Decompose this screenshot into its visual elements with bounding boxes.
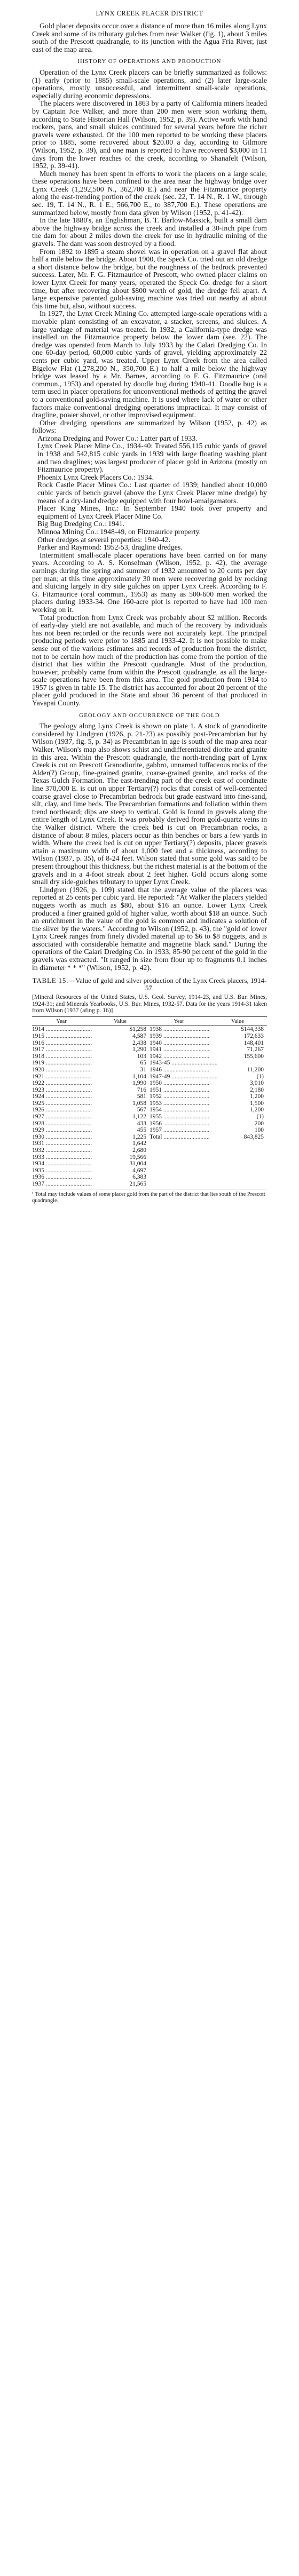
value-cell: 3,010 xyxy=(250,1080,264,1087)
year-cell: 1952 .............................. xyxy=(150,1093,210,1100)
value-cell: 11,200 xyxy=(247,1066,264,1073)
value-cell: 71,267 xyxy=(247,1046,264,1053)
table-row xyxy=(150,1087,267,1094)
table-row xyxy=(32,1167,150,1174)
value-cell: 155,600 xyxy=(243,1053,264,1060)
year-cell: 1950 .............................. xyxy=(150,1080,210,1087)
year-cell: 1926 .............................. xyxy=(32,1107,92,1114)
value-cell: 581 xyxy=(137,1093,146,1100)
paragraph: The geology along Lynx Creek is shown on plate 1. A stock of granodiorite considered by Lindgren (1926, p. 21-23) as possibly post-Precambrian but by Wilson (1937, fig. 5, p. 34) as Precambrian in age is south of the map area near Walker. Wilson's map also shows schist and undifferentiated diorite and granite in this area. Within the Prescott quadrangle, the north-trending part of Lynx Creek is cut on Prescott Granodiorite, gabbro, unnamed tuffaceous rocks of the Alder(?) Group, fine-grained granite, coarse-grained granite, and rocks of the Texas Gulch Formation. The east-trending part of the creek east of coordinate line 370,000 E. is cut on upper Tertiary(?) rocks that consist of well-cemented coarse gravel close to Precambrian bedrock but grade eastward into fine-sand, silt, clay, and lime beds. The Precambrian formations and foliation within them trend northward; dips are steep to vertical. Gold is found in gravels along the entire length of Lynx Creek. It was probably derived from gold-quartz veins in the Walker district. Where the creek bed is cut on Precambrian rocks, a distance of about 8 miles, placers occur as thin benches or bars a few yards in width. Where the creek bed is cut on upper Tertiary(?) deposits, placer gravels attain a maximum width of about 1,000 feet and a thickness, according to Wilson (1937, p. 35), of 8-24 feet. Wilson stated that some gold was said to be present throughout this thickness, but the richest material is at the bottom of the gravels and in a 4-foot streak about 2 feet higher. Gold occurs along some small dry side-gulches tributary to upper Lynx Creek. xyxy=(32,722,267,886)
column-header-value: Value xyxy=(231,1018,244,1024)
table-row xyxy=(150,1127,267,1134)
column-header-year: Year xyxy=(56,1018,67,1024)
year-cell: 1938 .............................. xyxy=(150,1026,210,1033)
table-row xyxy=(150,1074,267,1080)
dredging-entry: Big Bug Dredging Co.: 1941. xyxy=(37,520,125,528)
paragraph: In 1927, the Lynx Creek Mining Co. attempted large-scale operations with a movable plant consisting of an excavator, a stacker, screens, and sluices. A large yardage of material was treated. In 1932, a California-type dredge was installed on the Fitzmaurice property below the lower dam (see. 22). The dredge was operated from March to July 1933 by the Calari Dredging Co. In one 60-day period, 60,000 cubic yards of gravel, yielding approximately 22 cents per cubic yard, was treated. Upper Lynx Creek from the area called Bigelow Flat (1,278,200 N., 350,700 E.) to half a mile below the highway bridge was leased by a Mr. Barnes, according to F. G. Fitzmaurice (oral commun., 1953) and operated by doodle bug during 1940-41. Doodle bug is a term used in placer operations for unconventional methods of getting the gravel to a conventional gold-saving machine. It is used where lack of water or other factors make conventional dredging operations impractical. It may consist of dragline, power shovel, or other improvised equipment. xyxy=(32,309,267,419)
year-cell: 1937 .............................. xyxy=(32,1181,92,1187)
year-cell: 1919 .............................. xyxy=(32,1060,92,1067)
table-row xyxy=(32,1107,150,1114)
year-cell: 1951 .............................. xyxy=(150,1086,210,1093)
paragraph: Total production from Lynx Creek was probably about $2 million. Records of early-day yield are not available, and much of the recovery by individuals has not been recorded or the records were not accurately kept. The principal producing periods were prior to 1885 and 1933-42. It is not possible to make sense out of the various estimates and records of production from the district, not to be certain how much of the production has come from the portion of the district that lies within the Prescott quadrangle. Most of the production, however, probably came from within the Prescott quadrangle, as all the large-scale operations have been from this area. The gold production from 1914 to 1957 is given in table 15. The district has accounted for about 20 percent of the placer gold produced in the State and about 36 percent of that produced in Yavapai County. xyxy=(32,613,267,707)
table-right-rows xyxy=(150,1026,267,1140)
table-right-column xyxy=(150,1018,267,1188)
year-cell: 1936 .............................. xyxy=(32,1174,92,1181)
table-row xyxy=(150,1100,267,1107)
section-heading: GEOLOGY AND OCCURRENCE OF THE GOLD xyxy=(79,712,220,719)
value-cell: 65 xyxy=(140,1060,146,1067)
table-row xyxy=(32,1074,150,1080)
value-cell: 1,122 xyxy=(132,1114,146,1120)
dredging-entry: Rock Castle Placer Mines Co.: Last quarter of 1939; handled about 10,000 cubic yards of bench gravel (above the Lynx Creek Placer mine dredge) by means of a dry-land dredge equipped with four bowl-amalgamators. xyxy=(37,481,267,505)
year-cell: 1929 .............................. xyxy=(32,1127,92,1134)
value-cell: 103 xyxy=(137,1053,146,1060)
table-row xyxy=(32,1040,150,1047)
value-cell: 21,565 xyxy=(129,1181,146,1187)
table-row xyxy=(32,1060,150,1067)
year-cell: 1920 .............................. xyxy=(32,1066,92,1073)
value-cell: 4,587 xyxy=(132,1032,146,1039)
body-text xyxy=(32,22,267,972)
table-caption xyxy=(32,977,267,992)
paragraph: In the late 1880's, an Englishman, B. T. Barlow-Massick, built a small dam above the highway bridge across the creek and installed a 30-inch pipe from the dam for about 2 miles down the creek for use in hydraulic mining of the gravels. The dam was soon destroyed by a flood. xyxy=(32,216,267,248)
value-cell: 19,566 xyxy=(129,1154,146,1160)
value-cell: 1,225 xyxy=(132,1133,146,1140)
year-cell: 1923 .............................. xyxy=(32,1086,92,1093)
value-cell: 567 xyxy=(137,1107,146,1114)
value-cell: 1,642 xyxy=(132,1140,146,1147)
table-header xyxy=(32,1018,150,1027)
table-row xyxy=(32,1053,150,1060)
value-cell: 1,058 xyxy=(132,1100,146,1107)
year-cell: 1931 .............................. xyxy=(32,1140,92,1147)
value-cell: 2,438 xyxy=(132,1039,146,1046)
year-cell: 1947-49 .............................. xyxy=(150,1073,218,1080)
year-cell: 1924 .............................. xyxy=(32,1093,92,1100)
dredging-entry: Lynx Creek Placer Mine Co., 1934-40: Treated 556,115 cubic yards of gravel in 1938 and 542,815 cubic yards in 1939 with large floating washing plant and two draglines; was largest producer of placer gold in Arizona (mostly on Fitzmaurice property). xyxy=(37,442,267,474)
year-cell: 1953 .............................. xyxy=(150,1100,210,1107)
paragraph: Operation of the Lynx Creek placers can be briefly summarized as follows: (1) early (prior to 1885) small-scale operations, and (2) later large-scale operations, mostly unsuccessful, and intermittent small-scale operations, especially during economic depressions. xyxy=(32,68,267,100)
production-table xyxy=(32,1018,267,1188)
paragraph: Intermittent small-scale placer operations have been carried on for many years. According to A. S. Konselman (Wilson, 1952, p. 42), the average earnings during the spring and summer of 1932 amounted to 20 cents per day per man; at this time approximately 30 men were recovering gold by rocking and sluicing largely in dry side gulches on upper Lynx Creek. According to F. G. Fitzmaurice (oral commun., 1953) as many as 500-600 men worked the placers during 1933-34. One 160-acre plot is reported to have had 100 men working on it. xyxy=(32,551,267,614)
value-cell: 148,401 xyxy=(243,1039,264,1046)
year-cell: 1955 .............................. xyxy=(150,1114,210,1120)
table-row xyxy=(150,1026,267,1033)
table-row xyxy=(32,1147,150,1154)
table-row xyxy=(32,1181,150,1188)
table-row xyxy=(150,1107,267,1114)
year-cell: 1932 .............................. xyxy=(32,1147,92,1154)
table-footnote: ¹ Total may include values of some placer gold from the part of the district that lies south of the Prescott quadrangle. xyxy=(32,1191,265,1204)
year-cell: 1941 .............................. xyxy=(150,1046,210,1053)
column-header-value: Value xyxy=(114,1018,127,1024)
value-cell: 2,680 xyxy=(132,1147,146,1154)
year-cell: 1943-45 .............................. xyxy=(150,1060,218,1067)
year-cell: 1935 .............................. xyxy=(32,1167,92,1174)
table-row xyxy=(32,1174,150,1181)
value-cell: 455 xyxy=(137,1127,146,1134)
value-cell: 1,290 xyxy=(132,1046,146,1053)
year-cell: 1954 .............................. xyxy=(150,1107,210,1114)
year-cell: 1934 .............................. xyxy=(32,1160,92,1167)
table-row xyxy=(32,1087,150,1094)
value-cell: 2,180 xyxy=(250,1086,264,1093)
table-row xyxy=(150,1080,267,1087)
paragraph: Other dredging operations are summarized by Wilson (1952, p. 42) as follows: xyxy=(32,418,267,435)
table-row xyxy=(150,1114,267,1120)
table-row xyxy=(32,1127,150,1134)
year-cell: 1957 .............................. xyxy=(150,1127,210,1134)
table-row xyxy=(150,1053,267,1060)
value-cell: 100 xyxy=(254,1127,264,1134)
year-cell: 1918 .............................. xyxy=(32,1053,92,1060)
value-cell: 1,104 xyxy=(132,1073,146,1080)
dredging-entry: Arizona Dredging and Power Co.: Latter part of 1933. xyxy=(37,434,198,442)
document-page xyxy=(32,0,267,2576)
table-title: —Value of gold and silver production of the Lynx Creek placers, 1914-57. xyxy=(68,976,267,992)
year-cell: 1928 .............................. xyxy=(32,1120,92,1127)
year-cell: 1915 .............................. xyxy=(32,1032,92,1039)
paragraph: Much money has been spent in efforts to work the placers on a large scale; these operations have been confined to the area near the highway bridge over Lynx Creek (1,292,500 N., 362,700 E.) and near the Fitzmaurice property along the east-trending portion of the creek (sec. 22, T. 14 N., R. 1 W., through sec. 19, T. 14 N., R. 1 E.; 566,700 E., to 387,700 E.). These operations are summarized below, mostly from data given by Wilson (1952, p. 41-42). xyxy=(32,169,267,217)
table-row xyxy=(150,1046,267,1053)
table-row xyxy=(32,1100,150,1107)
value-cell: (1) xyxy=(256,1073,264,1080)
table-source-note: [Mineral Resources of the United States, U.S. Geol. Survey, 1914-23, and U.S. Bur. Mines, 1924-31; and Minerals Yearbooks, U.S. Bur. Mines, 1932-57. Data for the years 1914-31 taken from Wilson (1937 (afing p. 16)] xyxy=(32,994,267,1014)
table-row xyxy=(32,1134,150,1141)
year-cell: 1933 .............................. xyxy=(32,1154,92,1160)
value-cell: 843,825 xyxy=(243,1133,264,1140)
paragraph: From 1892 to 1895 a steam shovel was in operation on a gravel flat about half a mile below the bridge. About 1900, the Speck Co. tried out an old dredge a short distance below the bridge, but the roughness of the bedrock prevented success. Later, Mr. F. G. Fitzmaurice of Prescott, who owned placer claims on lower Lynx Creek for many years, operated the Speck Co. dredge for a short time, but after recovering about $800 worth of gold, the dredge fell apart. A large expensive patented gold-saving machine was tried out nearby at about this time but, also, without success. xyxy=(32,247,267,310)
year-cell: 1939 .............................. xyxy=(150,1032,210,1039)
table-row xyxy=(32,1120,150,1127)
dredging-entry: Parker and Raymond: 1952-53, dragline dredges. xyxy=(37,543,183,552)
year-cell: 1916 .............................. xyxy=(32,1039,92,1046)
value-cell: 172,633 xyxy=(243,1032,264,1039)
value-cell: 200 xyxy=(254,1120,264,1127)
year-cell: 1942 .............................. xyxy=(150,1053,210,1060)
section-heading: HISTORY OF OPERATIONS AND PRODUCTION xyxy=(77,58,222,65)
table-row xyxy=(150,1060,267,1067)
value-cell: 1,200 xyxy=(250,1093,264,1100)
value-cell: 1,990 xyxy=(132,1080,146,1087)
table-row xyxy=(32,1033,150,1040)
year-cell: 1921 .............................. xyxy=(32,1073,92,1080)
year-cell: 1917 .............................. xyxy=(32,1046,92,1053)
year-cell: 1930 .............................. xyxy=(32,1133,92,1140)
table-row xyxy=(150,1067,267,1074)
value-cell: (1) xyxy=(256,1114,264,1120)
table-row xyxy=(32,1080,150,1087)
year-cell: Total .............................. xyxy=(150,1133,210,1140)
column-header-year: Year xyxy=(174,1018,184,1024)
table-row xyxy=(150,1134,267,1141)
value-cell: 31,004 xyxy=(129,1160,146,1167)
table-header xyxy=(150,1018,267,1027)
value-cell: 31 xyxy=(140,1066,146,1073)
table-row xyxy=(32,1160,150,1167)
value-cell: 433 xyxy=(137,1120,146,1127)
value-cell: 1,500 xyxy=(250,1100,264,1107)
value-cell: 1,200 xyxy=(250,1107,264,1114)
year-cell: 1946 .............................. xyxy=(150,1066,210,1073)
value-cell: $144,338 xyxy=(240,1026,264,1033)
table-row xyxy=(32,1154,150,1161)
table-row xyxy=(150,1040,267,1047)
table-row xyxy=(32,1067,150,1074)
table-label: TABLE 15. xyxy=(32,976,69,985)
table-row xyxy=(32,1114,150,1120)
dredging-entry: Other dredges at several properties: 1940-42. xyxy=(37,535,171,544)
year-cell: 1940 .............................. xyxy=(150,1039,210,1046)
running-header: LYNX CREEK PLACER DISTRICT xyxy=(96,10,203,17)
paragraph: Lindgren (1926, p. 109) stated that the average value of the placers was reported at 25 cents per cubic yard. He reported: "At Walker the placers yielded nuggets worth as much as $80, about $16 an ounce. Lower Lynx Creek produced a finer grained gold of higher value, worth about $18 an ounce. Such an enrichment in the value of the gold is common and indicates a solution of the silver by the waters." According to Wilson (1952, p. 43), the "gold of lower Lynx Creek ranges from finely divided material up to $6 to $8 nuggets, and is associated with considerable hematite and magnetite black sand." During the operations of the Calari Dredging Co. in 1933, 85-90 percent of the gold in the gravels was extracted. "It ranged in size from flour up to fragments 0.1 inches in diameter * * *" (Wilson, 1952, p. 42). xyxy=(32,885,267,972)
intro-paragraph: Gold placer deposits occur over a distance of more than 16 miles along Lynx Creek and some of its tributary gulches from near Walker (fig. 1), about 3 miles south of the Prescott quadrangle, to its junction with the Agua Fria River, just east of the map area. xyxy=(32,22,267,53)
table-left-column xyxy=(32,1018,150,1188)
year-cell: 1925 .............................. xyxy=(32,1100,92,1107)
value-cell: 716 xyxy=(137,1086,146,1093)
dredging-entry: Phoenix Lynx Creek Placers Co.: 1934. xyxy=(37,473,154,481)
table-row xyxy=(150,1033,267,1040)
dredging-entry: Minnoa Mining Co.: 1948-49, on Fitzmaurice property. xyxy=(37,528,201,536)
paragraph: The placers were discovered in 1863 by a party of California miners headed by Captain Joe Walker, and more than 200 men were soon working them, according to State Historian Hall (Wilson, 1952, p. 39). Active work with hand rockers, pans, and small sluices continued for several years before the richer gravels were exhausted. Of the 100 men reported to be working these placers prior to 1885, some recovered about $20.00 a day, according to Gilmore (Wilson, 1952, p. 39), and one man is reported to have recovered $3,000 in 11 days from the lower reaches of the creek, according to Shanafelt (Wilson, 1952, p. 39-41). xyxy=(32,99,267,170)
year-cell: 1956 .............................. xyxy=(150,1120,210,1127)
table-top-rule xyxy=(32,1016,267,1017)
table-row xyxy=(32,1093,150,1100)
value-cell xyxy=(203,1060,267,1067)
year-cell: 1914 .............................. xyxy=(32,1026,92,1033)
year-cell: 1922 .............................. xyxy=(32,1080,92,1087)
table-row xyxy=(32,1140,150,1147)
table-row xyxy=(32,1046,150,1053)
value-cell: 4,697 xyxy=(132,1167,146,1174)
table-row xyxy=(150,1093,267,1100)
table-row xyxy=(32,1026,150,1033)
year-cell: 1927 .............................. xyxy=(32,1114,92,1120)
dredging-entry: Placer King Mines, Inc.: In September 1940 took over property and equipment of Lynx Creek Placer Mine Co. xyxy=(37,504,267,520)
value-cell: 6,383 xyxy=(132,1174,146,1181)
production-table-block xyxy=(32,977,267,1204)
table-row xyxy=(150,1120,267,1127)
value-cell: $1,258 xyxy=(129,1026,146,1033)
table-left-rows xyxy=(32,1026,150,1187)
